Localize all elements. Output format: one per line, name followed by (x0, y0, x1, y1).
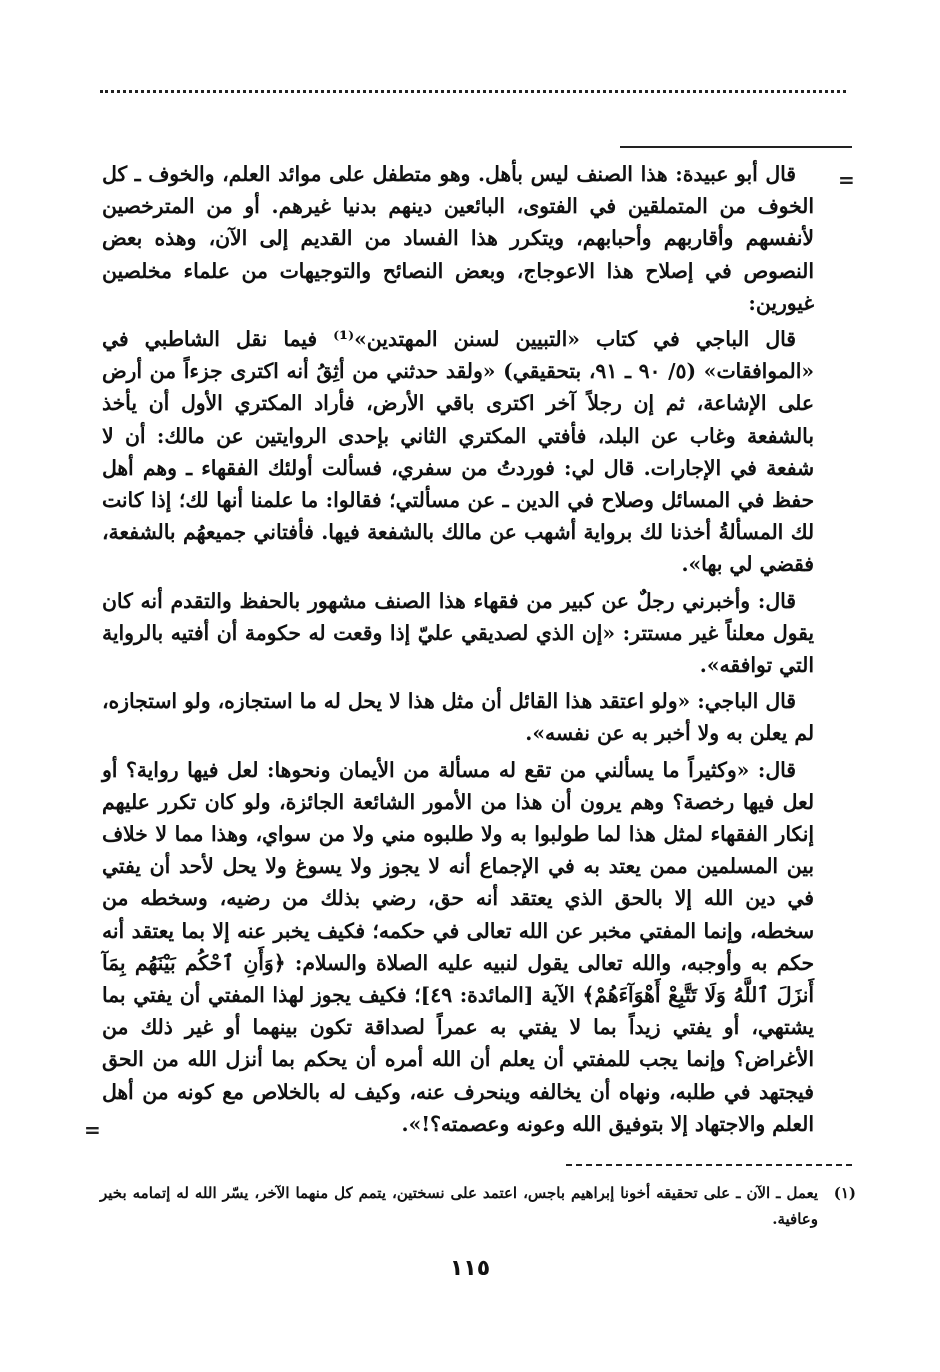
main-text (102, 158, 814, 1144)
paragraph-3: قال: وأخبرني رجلٌ عن كبير من فقهاء هذا الصنف مشهور بالحفظ والتقدم أنه كان يقول معلناً غير مستتر: «إن الذي لصديقي عليّ إذا وقعت له حكومة أن أفتيه بالرواية التي توافقه». (102, 588, 814, 678)
margin-mark-bottom: = (84, 1118, 101, 1142)
footnote (100, 1180, 856, 1232)
continuation-rule (620, 146, 852, 148)
paragraph-5: قال: «وكثيراً ما يسألني من تقع له مسألة من الأيمان ونحوها: لعل فيها رواية؟ أو لعل فيها رخصة؟ وهم يرون أن هذا من الأمور الشائعة الجائزة، ولو كان تكرر عليهم إنكار الفقهاء لمثل هذا لما طولبوا به ولا طلبوه مني ولا من سواي، وهذا مما لا خلاف بين المسلمين ممن يعتد به في الإجماع أنه لا يجوز ولا يسوغ ولا يحل لأحد أن يفتي في دين الله إلا بالحق الذي يعتقد أنه حق، رضي بذلك من رضيه، وسخطه من سخطه، وإنما المفتي مخبر عن الله تعالى في حكمه؛ فكيف يخبر عنه إلا بما يعتقد أنه حكم به وأوجبه، والله تعالى يقول لنبيه عليه الصلاة والسلام: ﴿وَأَنِ ٱحْكُم بَيْنَهُم بِمَآ أَنزَلَ ٱللَّهُ وَلَا تَتَّبِعْ أَهْوَآءَهُمْ﴾ الآية [المائدة: ٤٩]؛ فكيف يجوز لهذا المفتي أن يفتي بما يشتهي، أو يفتي زيداً بما لا يفتي به عمراً لصداقة تكون بينهما أو غير ذلك من الأغراض؟ وإنما يجب للمفتي أن يعلم أن الله أمره أن يحكم بما أنزل الله من الحق فيجتهد في طلبه، ونهاه أن يخالفه وينحرف عنه، وكيف له بالخلاص مع كونه من أهل العلم والاجتهاد إلا بتوفيق الله وعونه وعصمته؟!». (102, 757, 814, 1136)
paragraph-4: قال الباجي: «ولو اعتقد هذا القائل أن مثل هذا لا يحل له ما استجازه، ولو استجازه، لم يعلن به ولا أخبر به عن نفسه». (102, 689, 814, 746)
footnote-separator (566, 1164, 852, 1166)
footnote-number: (١) (833, 1184, 856, 1202)
margin-mark-top: = (838, 168, 855, 192)
paragraph-2: قال الباجي في كتاب «التبيين لسنن المهتدين»⁽¹⁾ فيما نقل الشاطبي في «الموافقات» (٥/ ٩٠ ـ ٩١، بتحقيقي) «ولقد حدثني من أثِقُ أنه اكترى جزءاً من أرض على الإشاعة، ثم إن رجلاً آخر اكترى باقي الأرض، فأراد المكتري الأول أن يأخذ بالشفعة وغاب عن البلد، فأفتي المكتري الثاني بإحدى الروايتين عن مالك: أن لا شفعة في الإجارات. قال لي: فوردتُ من سفري، فسألت أولئك الفقهاء ـ وهم أهل حفظ في المسائل وصلاح في الدين ـ عن مسألتي؛ فقالوا: ما علمنا أنها لك؛ إذا كانت لك المسألةُ أخذنا لك برواية أشهب عن مالك بالشفعة فيها. فأفتاني جميعهُم بالشفعة، فقضي لي بها». (102, 327, 814, 577)
header-dotted-rule (100, 90, 846, 93)
footnote-text: يعمل ـ الآن ـ على تحقيقه أخونا إبراهيم باجس، اعتمد على نسختين، يتمم كل منهما الآخر، يسّر الله له إتمامه بخير وعافية. (100, 1184, 818, 1228)
page-number: ١١٥ (449, 1256, 491, 1281)
paragraph-1: قال أبو عبيدة: هذا الصنف ليس بأهل. وهو متطفل على موائد العلم، والخوف ـ كل الخوف من المتملقين في الفتوى، البائعين دينهم بدنيا غيرهم. أو من المترخصين لأنفسهم وأقاربهم وأحبابهم، ويتكرر هذا الفساد من القديم إلى الآن، وهذه بعض النصوص في إصلاح هذا الاعوجاج، وبعض النصائح والتوجيهات من علماء مخلصين غيورين: (102, 162, 814, 315)
